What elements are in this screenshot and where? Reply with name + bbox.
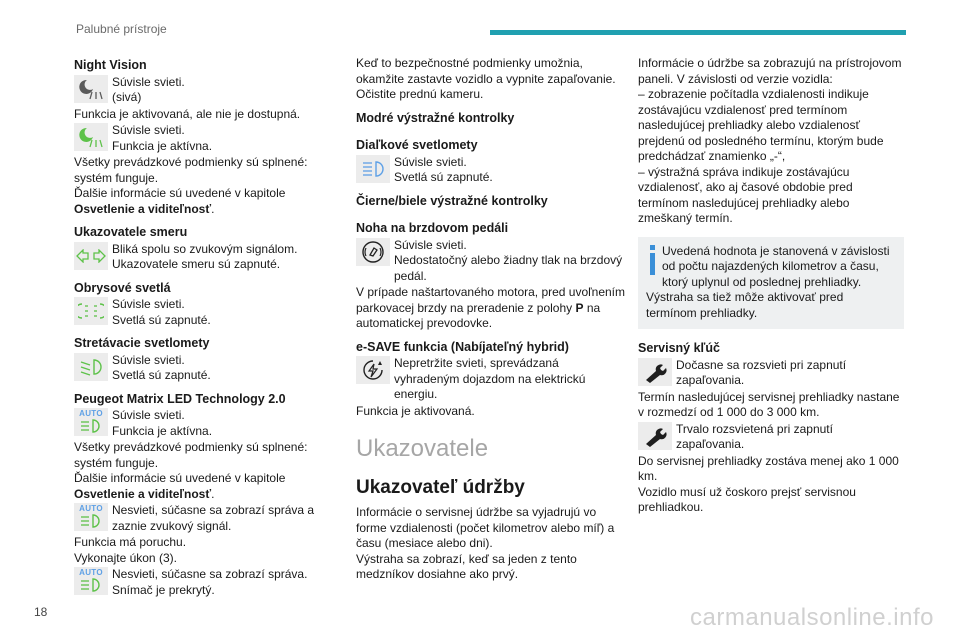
text-line: Svetlá sú zapnuté. — [112, 368, 211, 382]
paragraph — [74, 186, 344, 217]
matrix-row-2 — [74, 503, 344, 534]
section-title-turn-signals: Ukazovatele smeru — [74, 225, 188, 239]
watermark: carmanualsonline.info — [690, 604, 934, 631]
column-2 — [356, 56, 626, 583]
text: Ďalšie informácie sú uvedené v kapitole — [74, 186, 286, 200]
text-line: Súvisle svieti. — [394, 154, 467, 169]
service-key-row-2 — [638, 422, 904, 453]
section-title-blue-warnings: Modré výstražné kontrolky — [356, 110, 515, 125]
page-number: 18 — [34, 605, 48, 619]
side-lights-row — [74, 297, 344, 328]
service-wrench-icon — [638, 358, 672, 386]
dipped-beam-icon — [74, 353, 108, 381]
matrix-row-3 — [74, 567, 344, 598]
section-title-service-key: Servisný kľúč — [638, 341, 720, 355]
paragraph: Všetky prevádzkové podmienky sú splnené: systém funguje. — [74, 155, 308, 185]
column-1 — [74, 56, 344, 599]
column-3 — [638, 56, 904, 516]
e-save-row — [356, 356, 626, 403]
e-save-icon — [356, 356, 390, 384]
night-vision-icon — [74, 123, 108, 151]
text: na automatickej prevodovke. — [356, 300, 601, 330]
auto-label: AUTO — [79, 504, 103, 513]
side-lights-icon — [74, 297, 108, 325]
chapter-ref: Osvetlenie a viditeľnosť — [74, 486, 212, 501]
paragraph: Vozidlo musí už čoskoro prejsť servisnou prehliadkou. — [638, 484, 856, 514]
text-line: Súvisle svieti. — [112, 352, 185, 367]
main-beam-row — [356, 155, 626, 186]
paragraph: Keď to bezpečnostné podmienky umožnia, okamžite zastavte vozidlo a vypnite zapaľovanie. Očistite prednú kameru. — [356, 56, 616, 101]
header-accent-bar — [490, 30, 906, 35]
info-icon — [648, 245, 658, 275]
section-title-dipped-beam: Stretávacie svetlomety — [74, 336, 210, 350]
section-title-e-save: e-SAVE funkcia (Nabíjateľný hybrid) — [356, 339, 569, 354]
info-text: Uvedená hodnota je stanovená v závislosti od počtu najazdených kilometrov a času, ktorý uplynul od poslednej prehliadky. — [662, 243, 890, 289]
auto-label: AUTO — [79, 409, 103, 418]
text-line: Nedostatočný alebo žiadny tlak na brzdový pedál. — [394, 253, 623, 283]
turn-row — [74, 242, 344, 273]
text-line: Súvisle svieti. — [112, 408, 185, 422]
paragraph: Výstraha sa zobrazí, keď sa jeden z tento medzníkov dosiahne ako prvý. — [356, 551, 577, 581]
paragraph — [356, 285, 626, 332]
text-line: Súvisle svieti. — [112, 297, 185, 311]
section-title-main-beam: Diaľkové svetlomety — [356, 138, 478, 152]
text-line: Nepretržite svieti, sprevádzaná vyhradeným dojazdom na elektrickú energiu. — [394, 356, 586, 401]
text-line: Bliká spolu so zvukovým signálom. — [112, 241, 298, 256]
night-vision-icon — [74, 75, 108, 103]
dipped-beam-row — [74, 353, 344, 384]
paragraph — [74, 471, 344, 502]
section-title-night-vision: Night Vision — [74, 58, 147, 72]
matrix-row-1 — [74, 408, 344, 439]
paragraph: Funkcia má poruchu. — [74, 535, 187, 549]
header-title: Palubné prístroje — [76, 22, 167, 36]
text-line: Nesvieti, súčasne sa zobrazí správa. — [112, 567, 308, 581]
section-title-bw-warnings: Čierne/biele výstražné kontrolky — [356, 193, 548, 208]
paragraph: Vykonajte úkon (3). — [74, 550, 177, 565]
service-wrench-icon — [638, 422, 672, 450]
text-line: Nesvieti, súčasne sa zobrazí správa a zaznie zvukový signál. — [112, 503, 315, 533]
text: . — [211, 486, 215, 501]
info-text: Výstraha sa tiež môže aktivovať pred termínom prehliadky. — [646, 290, 844, 320]
turn-signal-icon — [74, 242, 108, 270]
text: . — [211, 201, 215, 216]
night-vision-row-2 — [74, 123, 344, 154]
text-line: Súvisle svieti. — [394, 237, 467, 252]
info-box — [638, 237, 904, 330]
text-line: Trvalo rozsvietená pri zapnutí zapaľovania. — [676, 421, 833, 451]
text-bold: P — [575, 300, 584, 315]
chapter-ref: Osvetlenie a viditeľnosť — [74, 201, 212, 216]
paragraph: Termín nasledujúcej servisnej prehliadky nastane v rozmedzí od 1 000 do 3 000 km. — [638, 389, 900, 419]
paragraph: Všetky prevádzkové podmienky sú splnené: systém funguje. — [74, 440, 308, 470]
section-title-side-lights: Obrysové svetlá — [74, 280, 171, 295]
paragraph: Informácie o servisnej údržbe sa vyjadrujú vo forme vzdialenosti (počet kilometrov alebo míľ) a času (mesiace alebo dni). — [356, 505, 615, 550]
text-line: Snímač je prekrytý. — [112, 582, 215, 597]
auto-label: AUTO — [79, 568, 103, 577]
text-line: Svetlá sú zapnuté. — [394, 170, 493, 184]
auto-headlamp-icon — [74, 408, 108, 436]
paragraph: Do servisnej prehliadky zostáva menej ako 1 000 km. — [638, 453, 899, 483]
heading-service-indicator: Ukazovateľ údržby — [356, 477, 525, 498]
text-line: (sivá) — [112, 90, 142, 104]
section-title-matrix-led: Peugeot Matrix LED Technology 2.0 — [74, 391, 286, 406]
text-line: Funkcia je aktívna. — [112, 423, 213, 438]
main-beam-icon — [356, 155, 390, 183]
text: Ďalšie informácie sú uvedené v kapitole — [74, 471, 286, 485]
brake-pedal-row — [356, 238, 626, 285]
section-title-brake-pedal: Noha na brzdovom pedáli — [356, 221, 509, 235]
text-line: Ukazovatele smeru sú zapnuté. — [112, 257, 281, 271]
text-line: Svetlá sú zapnuté. — [112, 312, 211, 327]
text-line: Súvisle svieti. — [112, 74, 185, 89]
auto-headlamp-icon — [74, 503, 108, 531]
text-line: Súvisle svieti. — [112, 123, 185, 137]
paragraph: Funkcia je aktivovaná, ale nie je dostupná. — [74, 106, 301, 121]
text-line: Funkcia je aktívna. — [112, 138, 213, 153]
paragraph: – výstražná správa indikuje zostávajúcu vzdialenosť, ako aj časové obdobie pred termínom nasledujúcej prehliadky alebo zmeškaný termín. — [638, 164, 853, 225]
heading-indicators: Ukazovatele — [356, 435, 489, 462]
paragraph: Funkcia je aktivovaná. — [356, 403, 475, 418]
text: V prípade naštartovaného motora, pred uvoľnením parkovacej brzdy na preradenie z polohy — [356, 285, 625, 315]
service-key-row-1 — [638, 358, 904, 389]
night-vision-row-1 — [74, 75, 344, 106]
paragraph: Informácie o údržbe sa zobrazujú na prístrojovom paneli. V závislosti od verzie vozidla: — [638, 56, 902, 86]
paragraph: – zobrazenie počítadla vzdialenosti indikuje zostávajúcu vzdialenosť pred termínom nasledujúcej prehliadky alebo vzdialenosť prejdenú od posledného termínu, ktorým bude predchádzať znamienko „-“, — [638, 87, 884, 163]
auto-headlamp-icon — [74, 567, 108, 595]
text-line: Dočasne sa rozsvieti pri zapnutí zapaľovania. — [676, 357, 847, 387]
